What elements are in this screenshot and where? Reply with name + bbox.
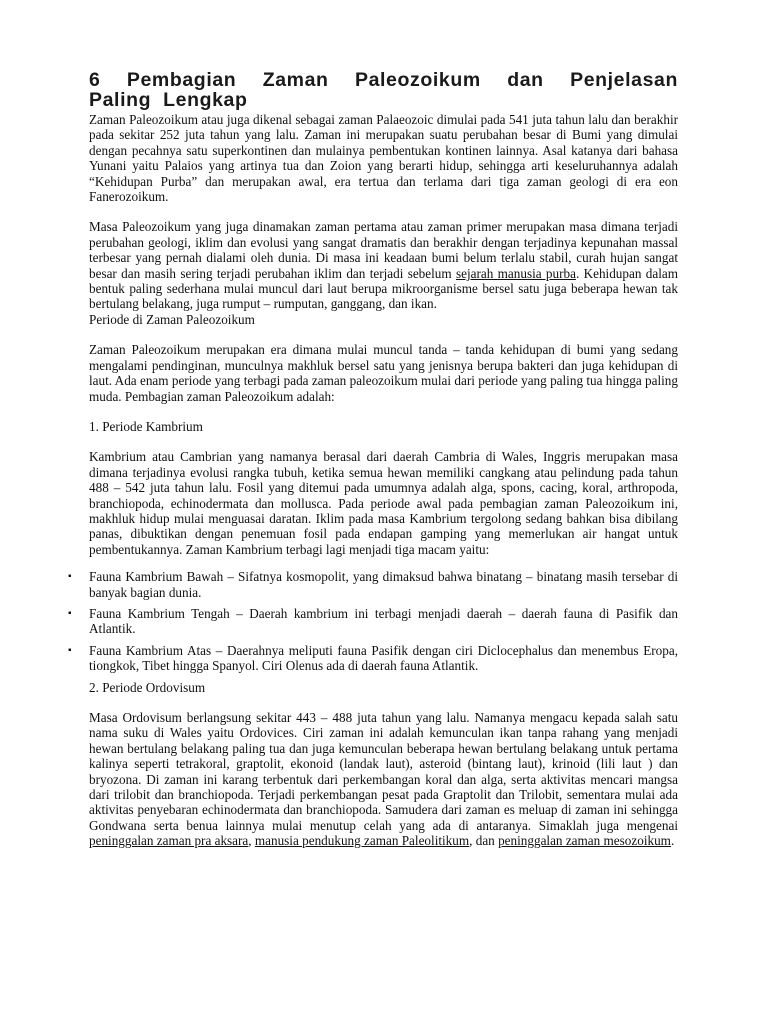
kambrium-heading: 1. Periode Kambrium: [89, 418, 203, 434]
ordovisum-separator-2: , dan: [469, 833, 499, 849]
masa-text-after: . Kehidupan dalam bentuk paling sederhana mulai muncul dari laut berupa mikroorganisme bersel satu juga beberapa hewan tak bertulang belakang, juga rumput – rumputan, ganggang, dan ikan.: [89, 265, 678, 312]
bullet-text: Fauna Kambrium Atas – Daerahnya meliputi fauna Pasifik dengan ciri Diclocephalus dan menembus Eropa, tiongkok, Tibet hingga Spanyol. Ciri Olenus ada di daerah fauna Atlantik.: [89, 642, 678, 674]
link-peninggalan-zaman-pra-aksara[interactable]: peninggalan zaman pra aksara: [89, 833, 249, 849]
bullet-icon: ▪: [68, 571, 72, 583]
list-item: [68, 569, 678, 600]
kambrium-bullet-list: [68, 569, 678, 674]
ordovisum-paragraph: [89, 710, 678, 849]
periode-heading: Periode di Zaman Paleozoikum: [89, 311, 255, 327]
ordovisum-end: .: [670, 833, 675, 849]
intro-paragraph: Zaman Paleozoikum atau juga dikenal sebagai zaman Palaeozoic dimulai pada 541 juta tahun lalu dan berakhir pada sekitar 252 juta tahun yang lalu. Zaman ini merupakan suatu perubahan besar di Bumi yang dimulai dengan pecahnya satu superkontinen dan mulainya pembentukan kontinen lainnya. Asal katanya dari bahasa Yunani yaitu Palaios yang artinya tua dan Zoion yang berarti hidup, sehingga arti keseluruhannya adalah “Kehidupan Purba” dan merupakan awal, era tertua dan terlama dari tiga zaman geologi di era eon Fanerozoikum.: [89, 112, 678, 205]
bullet-icon: ▪: [68, 644, 72, 656]
list-item: [68, 605, 678, 637]
list-item: [68, 642, 678, 674]
link-peninggalan-zaman-mesozoikum[interactable]: peninggalan zaman mesozoikum: [498, 833, 671, 849]
bullet-icon: ▪: [68, 607, 72, 619]
bullet-text: Fauna Kambrium Bawah – Sifatnya kosmopolit, yang dimaksud bahwa binatang – binatang masih tersebar di banyak bagian dunia.: [89, 569, 678, 600]
bullet-text: Fauna Kambrium Tengah – Daerah kambrium ini terbagi menjadi daerah – daerah fauna di Pasifik dan Atlantik.: [89, 605, 678, 637]
ordovisum-text: Masa Ordovisum berlangsung sekitar 443 – 488 juta tahun yang lalu. Namanya mengacu kepada salah satu nama suku di Wales yaitu Ordovices. Ciri zaman ini adalah kemunculan ikan tanpa rahang yang menjadi hewan bertulang belakang paling tua dan juga kemunculan beberapa hewan bertulang belakang untuk pertama kalinya seperti tetrakoral, graptolit, ekonoid (landak laut), asteroid (bintang laut), krinoid (lili laut ) dan bryozona. Di zaman ini karang terbentuk dari perkembangan koral dan alga, serta aktivitas mencari mangsa dari trilobit dan branchiopoda. Terjadi perkembangan pesat pada Graptolit dan Trilobit, sementara mulai ada aktivitas penyebaran echinodermata dan branchiopoda. Samudera dari zaman es meluap di zaman ini sehingga Gondwana serta benua lainnya mulai menutup celah yang ada di antaranya. Simaklah juga mengenai: [89, 710, 678, 833]
link-sejarah-manusia-purba[interactable]: sejarah manusia purba: [455, 265, 576, 281]
article-content: [68, 69, 678, 849]
article-title: 6 Pembagian Zaman Paleozoikum dan Penjelasan Paling Lengkap: [89, 69, 678, 111]
kambrium-paragraph: Kambrium atau Cambrian yang namanya berasal dari daerah Cambria di Wales, Inggris merupakan masa dimana terjadinya evolusi rangka tubuh, ketika semua hewan memiliki cangkang atau pelindung pada tahun 488 – 542 juta tahun lalu. Fosil yang ditemui pada umumnya adalah alga, spons, cacing, koral, arthropoda, branchiopoda, echinodermata dan mollusca. Pada periode awal pada pembagian zaman Paleozoikum ini, makhluk hidup mulai menguasai daratan. Iklim pada masa Kambrium tergolong sedang bahkan bisa dibilang panas, dibuktikan dengan penemuan fosil pada endapan gamping yang memerlukan air hangat untuk pembentukannya. Zaman Kambrium terbagi lagi menjadi tiga macam yaitu:: [89, 449, 678, 557]
masa-text-before: Masa Paleozoikum yang juga dinamakan zaman pertama atau zaman primer merupakan masa dimana terjadi perubahan geologi, iklim dan evolusi yang sangat dramatis dan berakhir dengan terjadinya kepunahan massal terbesar yang pernah dialami oleh dunia. Di masa ini keadaan bumi belum terlalu stabil, curah hujan sangat besar dan masih sering terjadi perubahan iklim dan terjadi sebelum: [89, 219, 678, 281]
ordovisum-separator-1: ,: [248, 833, 255, 849]
link-manusia-pendukung-zaman-paleolitikum[interactable]: manusia pendukung zaman Paleolitikum: [254, 833, 470, 849]
ordovisum-heading: 2. Periode Ordovisum: [89, 679, 206, 695]
periode-intro-paragraph: Zaman Paleozoikum merupakan era dimana mulai muncul tanda – tanda kehidupan di bumi yang sedang mengalami pendinginan, munculnya makhluk bersel satu yang jenisnya berupa bakteri dan juga kehidupan di laut. Ada enam periode yang terbagi pada zaman paleozoikum mulai dari periode yang paling tua hingga paling muda. Pembagian zaman Paleozoikum adalah:: [89, 342, 678, 404]
masa-paragraph: [89, 219, 678, 311]
